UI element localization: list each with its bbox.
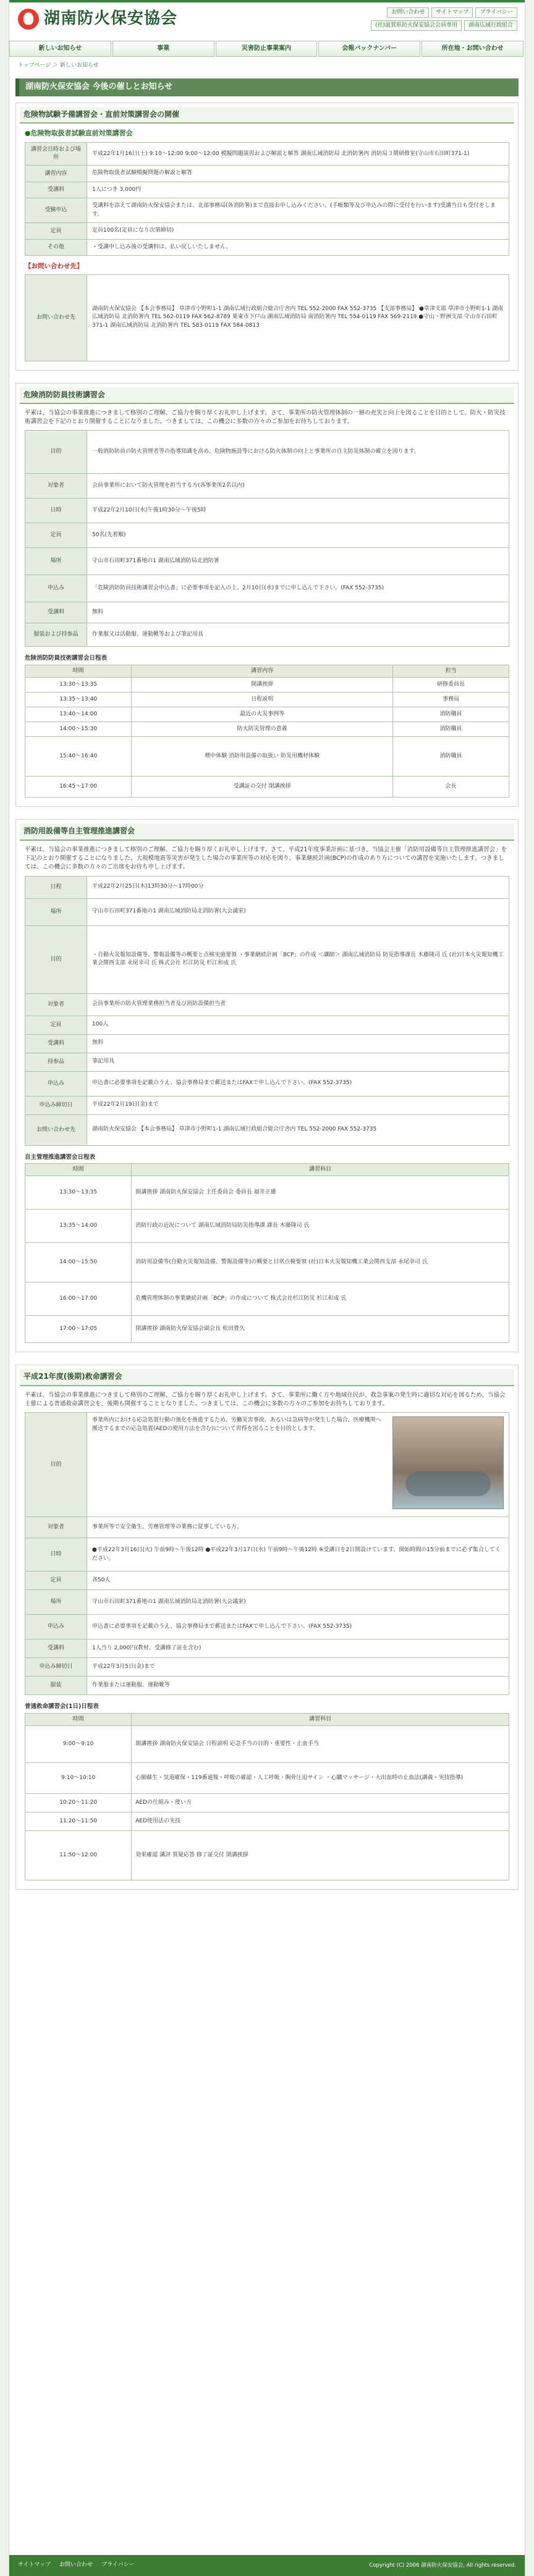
row-value: 一般消防防員の防火管理者等の指導知識を高め、危険物施設等における防火体制の向上と事業所の自主防災体制の確立を図ります。 [87, 431, 509, 474]
row-header: 場所 [25, 898, 87, 925]
global-nav [9, 41, 525, 57]
table-row [25, 1538, 509, 1572]
table-row [25, 737, 509, 777]
row-value: 受講料を添えて湖南防火保安協会または、北部事務局(各消防署)まで直接お申し込みください。(手帳類等及び申込みの際に受付を行います)受講当日も受付をします。 [87, 198, 509, 223]
cell: 11:50〜12:00 [25, 1831, 132, 1880]
row-header: 服装および持参品 [25, 623, 87, 647]
table-row [25, 239, 509, 256]
row-value: 湖南防火保安協会 【本会事務局】 草津市小野町1-1 湖南広域行政組合総合庁舎内 TEL 552-2000 FAX 552-3735 [87, 1114, 509, 1145]
col-header: 講習科目 [132, 1714, 509, 1726]
row-value: 申込書に必要事項を記載のうえ、協会事務局まで郵送またはFAXで申し込んで下さい。(FAX 552-3735) [87, 1071, 509, 1096]
nav-news[interactable]: 新しいお知らせ [9, 41, 111, 57]
footer-link-sitemap[interactable]: サイトマップ [18, 2562, 51, 2569]
cell: 13:40〜14:00 [25, 707, 132, 722]
table-row [25, 166, 509, 182]
table-row [25, 1677, 509, 1695]
row-value: 申込書に必要事項を記載のうえ、協会事務局まで郵送またはFAXで申し込んで下さい。(FAX 552-3735) [87, 1615, 509, 1639]
cell: 16:45〜17:00 [25, 777, 132, 798]
table-row [25, 274, 509, 361]
nav-access[interactable]: 所在地・お問い合わせ [422, 41, 523, 57]
table-row [25, 143, 509, 166]
row-value: 無料 [87, 1034, 509, 1053]
row-value: 100人 [87, 1016, 509, 1034]
col-header: 講習内容 [132, 665, 393, 678]
col-header: 時間 [25, 1164, 132, 1176]
contact-heading: 【お問い合わせ先】 [25, 263, 83, 271]
row-value: ●平成22年3月16日(火) 午前9時〜午後12時 ●平成22年3月17日(水) 午前9時〜午後12時 ※受講日を2日間設けています。開始時間の15分前までに必ず集合してください。 [87, 1538, 509, 1572]
site-name: 湖南防火保安協会 [44, 9, 178, 28]
table-row [25, 602, 509, 623]
row-header: 受講料 [25, 1034, 87, 1053]
table-row [25, 431, 509, 474]
row-value: 平成22年2月19日(金)まで [87, 1096, 509, 1114]
training-photo [392, 1416, 504, 1509]
row-header: 定員 [25, 1572, 87, 1590]
col-header: 講習科目 [132, 1164, 509, 1176]
row-header: 場所 [25, 548, 87, 575]
section-lead: 平素は、当協会の事業推進につきまして格別のご理解、ご協力を賜り厚くお礼申し上げます。さて、平成21年度事業計画に基づき、当協会主催「消防用設備等自主管理推進講習会」を下記のとおり開催することになりました。大規模地震等災害が発生した場合の事業所等の対応を図り、事業継続計画(BCP)の作成のあり方についての講習を実施いたします。つきましては、この機会に多数の方々のご出席をお待ち申し上げます。 [25, 846, 507, 871]
row-header: 受講料 [25, 182, 87, 198]
col-header: 担当 [393, 665, 509, 678]
table-row [25, 575, 509, 602]
breadcrumb-current: 新しいお知らせ [59, 62, 99, 69]
schedule-title: 危険消防防員技術講習会日程表 [25, 655, 108, 662]
table-row [25, 707, 509, 722]
breadcrumb [9, 57, 525, 75]
row-value: 定員100名(定員になり次第締切) [87, 223, 509, 240]
cell: 研修委員長 [393, 678, 509, 692]
cell: 防火防災管理の意義 [132, 722, 393, 737]
row-value: 平成22年3月5日(金)まで [87, 1658, 509, 1677]
contact-value: 湖南防火保安協会 【本会事務局】 草津市小野町1-1 湖南広域行政組合総合庁舎内 TEL 552-2000 FAX 552-3735 【支部事務局】 ●草津支部 草津市小野町1-1 湖南広域消防局 北消防署内 TEL 562-0119 FAX 562-8789 栗東市下戸山 湖南広域消防局 南消防署内 TEL 554-0119 FAX 569-2119 ●守山・野洲支部 守山市石田町371-1 湖南広域消防局 北消防署内 TEL 583-0119 FAX 584-0813 [87, 274, 509, 361]
row-value: 「危険消防防員技術講習会申込書」に必要事項を記入の上、2月10日(水)までに申し込んで下さい。(FAX 552-3735) [87, 575, 509, 602]
table-row [25, 1639, 509, 1658]
footer-link-privacy[interactable]: プライバシー [101, 2562, 135, 2569]
schedule-table [25, 1713, 509, 1880]
row-value: 1人につき 3,000円 [87, 182, 509, 198]
section-title: 消防用設備等自主管理推進講習会 [20, 823, 514, 840]
table-row [25, 1176, 509, 1210]
row-header: 申込み締切日 [25, 1658, 87, 1677]
table-row [25, 1615, 509, 1639]
schedule-title: 普通救命講習会(1日)日程表 [25, 1703, 99, 1711]
page-title: 湖南防火保安協会 今後の催しとお知らせ [15, 78, 519, 96]
schedule-header-row [25, 1714, 509, 1726]
table-row [25, 1590, 509, 1615]
row-header: 対象者 [25, 474, 87, 499]
cell: 15:40〜16:40 [25, 737, 132, 777]
contact-table [25, 274, 509, 361]
row-header: 対象者 [25, 1517, 87, 1538]
header-link-regional[interactable]: 湖南広域行政組合 [464, 20, 517, 31]
cell: 消防職員 [393, 737, 509, 777]
row-header: お問い合わせ先 [25, 274, 87, 361]
col-header: 時間 [25, 1714, 132, 1726]
table-row [25, 1096, 509, 1114]
nav-business[interactable]: 事業 [112, 41, 214, 57]
cell: 開講挨拶 湖南防火保安協会 主任委員会 委員長 福井正雄 [132, 1176, 509, 1210]
section-title: 平成21年度(後期)救命講習会 [20, 1369, 514, 1386]
row-header: 受講料 [25, 602, 87, 623]
cell: 13:30〜13:35 [25, 678, 132, 692]
section-title: 危険物試験予備講習会・直前対策講習会の開催 [20, 107, 514, 124]
section-equipment-course [15, 819, 519, 1352]
cell: 消防職員 [393, 707, 509, 722]
row-header: 目的 [25, 925, 87, 993]
table-row [25, 523, 509, 548]
row-value: 平成22年2月10日(水)午後1時30分〜午後5時 [87, 499, 509, 523]
row-value: ・受講申し込み後の受講料は、払い戻しいたしません。 [87, 239, 509, 256]
table-row [25, 1572, 509, 1590]
row-value: 平成22年1月16日(土) 9:10〜12:00 9:00〜12:00 模擬問題演習および解説と解答 湖南広域消防局 北消防署内 消防局３階研修室(守山市石田町371-1) [87, 143, 509, 166]
cell: 事務局 [393, 692, 509, 707]
section-lead: 平素は、当協会の事業推進につきまして格別のご理解、ご協力を賜り厚くお礼申し上げます。さて、事業所の防火管理体制の一層の充実と向上を図ることを目的として、防火・防災技術講習会を下記のとおり開催することになりました。つきましては、この機会に多数の方々のご参加をお待ちしております。 [25, 409, 506, 426]
row-header: 申込み締切日 [25, 1096, 87, 1114]
table-row [25, 993, 509, 1016]
cell: 開講挨拶 [132, 678, 393, 692]
header-link-contact[interactable]: お問い合わせ [387, 7, 429, 18]
row-value: 平成22年2月25日(木)13時30分〜17時00分 [87, 876, 509, 898]
col-header: 時間 [25, 665, 132, 678]
header-link-members[interactable]: (社)滋賀県防火保安協会会員専用 [371, 20, 462, 31]
cell: 消防職員 [393, 722, 509, 737]
cell: 最近の火災事例等 [132, 707, 393, 722]
table-row [25, 474, 509, 499]
row-value: 筆記用具 [87, 1053, 509, 1071]
row-header: 日程 [25, 876, 87, 898]
row-value: ・自動火災報知設備等、警報設備等の概要と点検実施要領 ・事業継続計画「BCP」の作成 ＜講師＞ 湖南広域消防局 防災指導課長 木藤隆司 氏 (社)日本火災報知機工業会関西支部 永尾幸司 氏 株式会社 杉江防災 杉江和成 氏 [87, 925, 509, 993]
cell: 17:00〜17:05 [25, 1316, 132, 1343]
cell: 11:20〜11:50 [25, 1812, 132, 1831]
table-row [25, 1210, 509, 1243]
table-row [25, 1658, 509, 1677]
cell: 煙中体験 消防用設備の取扱い 防災用機材体験 [132, 737, 393, 777]
row-text: 事業所内における応急処置行動の強化を推進するため、労働災害事故、あるいは急病等が発生した場合、医療機関へ搬送するまでの応急処置(AEDの使用方法を含む)について習得を図ることを目的とします。 [92, 1417, 381, 1432]
row-value: 守山市石田町371番地の1 湖南広域消防局北消防署 [87, 548, 509, 575]
info-table [25, 142, 509, 256]
footer-link-contact[interactable]: お問い合わせ [59, 2562, 93, 2569]
table-row [25, 1517, 509, 1538]
table-row [25, 777, 509, 798]
header-link-privacy[interactable]: プライバシー [475, 7, 517, 18]
row-header: その他 [25, 239, 87, 256]
table-row [25, 1053, 509, 1071]
row-header: 日時 [25, 1538, 87, 1572]
logo-flame-icon [18, 9, 39, 30]
cell: 効果確認 講評 質疑応答 修了証交付 閉講挨拶 [132, 1831, 509, 1880]
row-value: 事業所等で安全衛生、労務管理等の業務に従事している方。 [87, 1517, 509, 1538]
info-table [25, 430, 509, 647]
table-row [25, 1243, 509, 1282]
schedule-title: 自主管理推進講習会日程表 [25, 1153, 96, 1161]
table-row [25, 1114, 509, 1145]
section-subtitle: ●危険物取扱者試験直前対策講習会 [25, 129, 133, 138]
cell: 開講挨拶 湖南防火保安協会 日程説明 応急手当の目的・重要性・止血手当 [132, 1726, 509, 1763]
nav-bulletin[interactable]: 会報バックナンバー [318, 41, 420, 57]
cell: 会長 [393, 777, 509, 798]
table-row [25, 623, 509, 647]
section-lead: 平素は、当協会の事業推進につきまして格別のご理解、ご協力を賜り厚くお礼申し上げます。さて、事業所に働く方や地域住民が、救急事案の発生時に適切な対応を図るため、当協会主催による普通救命講習会を、後期も開催することとなりました。つきましては、この機会に多数の方々のご参加をお待ちしております。 [25, 1391, 506, 1408]
cell: 9:10〜10:10 [25, 1763, 132, 1794]
row-value: 無料 [87, 602, 509, 623]
cell: 13:35〜13:40 [25, 692, 132, 707]
row-value: 会員事業所において防火管理を担当する方(各事業所2名以内) [87, 474, 509, 499]
section-technical-course [15, 383, 519, 807]
row-value: 1人当り 2,000円(教材、受講修了証を含む) [87, 1639, 509, 1658]
cell: 14:00〜15:50 [25, 1243, 132, 1282]
table-row [25, 182, 509, 198]
row-value: 守山市石田町371番地の1 湖南広域消防局北消防署(大会議室) [87, 898, 509, 925]
cell: 心肺蘇生・気道確保・119番通報・呼吸の確認・人工呼吸・胸骨圧迫サイン ・心臓マッサージ・大出血時の止血法(講義・実技指導) [132, 1763, 509, 1794]
table-row [25, 1812, 509, 1831]
table-row [25, 1831, 509, 1880]
row-header: 場所 [25, 1590, 87, 1615]
copyright: Copyright (C) 2006 湖南防火保安協会, All rights reserved. [369, 2562, 516, 2569]
cell: AED使用法の実技 [132, 1812, 509, 1831]
row-header: 持参品 [25, 1053, 87, 1071]
table-row [25, 198, 509, 223]
row-header: 対象者 [25, 993, 87, 1016]
table-row [25, 1316, 509, 1343]
cell: 13:35〜14:00 [25, 1210, 132, 1243]
row-value: 会員事業所の防火管理業務担当者及び消防設備担当者 [87, 993, 509, 1016]
row-header: 定員 [25, 523, 87, 548]
content-wrapper [9, 0, 525, 2576]
info-table [25, 876, 509, 1146]
row-header: 受験申込 [25, 198, 87, 223]
row-value [87, 1413, 509, 1517]
row-value: 各50人 [87, 1572, 509, 1590]
cell: AEDの仕組み・使い方 [132, 1794, 509, 1812]
table-row [25, 898, 509, 925]
row-header: 申込み [25, 1071, 87, 1096]
cell: 消防行政の近況について 湖南広域消防局防災指導課 課長 木藤隆司 氏 [132, 1210, 509, 1243]
section-hazmat-course [15, 103, 519, 371]
info-table [25, 1412, 509, 1695]
row-value: 作業服または運動服、運動靴等 [87, 1677, 509, 1695]
row-header: 定員 [25, 1016, 87, 1034]
table-row [25, 499, 509, 523]
row-header: 目的 [25, 431, 87, 474]
row-header: お問い合わせ先 [25, 1114, 87, 1145]
schedule-table [25, 665, 509, 798]
table-row [25, 1034, 509, 1053]
section-title: 危険消防防員技術講習会 [20, 387, 514, 404]
table-row [25, 1763, 509, 1794]
header-link-sitemap[interactable]: サイトマップ [431, 7, 473, 18]
table-row [25, 1413, 509, 1517]
table-row [25, 1071, 509, 1096]
breadcrumb-sep: ＞ [53, 62, 60, 69]
cell: 危機管理体制の事業継続計画「BCP」の作成について 株式会社杉江防災 杉江和成 氏 [132, 1282, 509, 1316]
table-row [25, 925, 509, 993]
cell: 受講証の交付 閉講挨拶 [132, 777, 393, 798]
row-value: 守山市石田町371番地の1 湖南広域消防局北消防署(大会議室) [87, 1590, 509, 1615]
row-value: 危険物取扱者試験模擬問題の解説と解答 [87, 166, 509, 182]
table-row [25, 223, 509, 240]
cell: 消防用設備等(自動火災報知設備、警報設備等)の概要と日常点検要領 (社)日本火災報知機工業会関西支部 永尾幸司 氏 [132, 1243, 509, 1282]
header-links [313, 7, 517, 31]
row-header: 申込み [25, 1615, 87, 1639]
table-row [25, 1282, 509, 1316]
site-header [9, 0, 525, 38]
nav-disaster-prevention[interactable]: 災害防止事業案内 [216, 41, 318, 57]
cell: 14:00〜15:30 [25, 722, 132, 737]
row-header: 講習会日時および場所 [25, 143, 87, 166]
table-row [25, 1794, 509, 1812]
table-row [25, 722, 509, 737]
row-header: 日時 [25, 499, 87, 523]
schedule-table [25, 1163, 509, 1343]
row-value: 作業服又は活動服、運動靴等および筆記用具 [87, 623, 509, 647]
breadcrumb-home[interactable]: トップページ [18, 62, 51, 69]
cell: 13:30〜13:35 [25, 1176, 132, 1210]
table-row [25, 678, 509, 692]
row-value: 50名(先着順) [87, 523, 509, 548]
table-row [25, 692, 509, 707]
table-row [25, 876, 509, 898]
cell: 9:00〜9:10 [25, 1726, 132, 1763]
cell: 10:20〜11:20 [25, 1794, 132, 1812]
row-header: 申込み [25, 575, 87, 602]
section-lifesaving-course [15, 1365, 519, 1890]
table-row [25, 1726, 509, 1763]
row-header: 定員 [25, 223, 87, 240]
site-footer [9, 2555, 525, 2576]
cell: 16:00〜17:00 [25, 1282, 132, 1316]
cell: 閉講挨拶 湖南防火保安協会副会長 松田豊久 [132, 1316, 509, 1343]
schedule-header-row [25, 1164, 509, 1176]
cell: 日程説明 [132, 692, 393, 707]
row-header: 講習内容 [25, 166, 87, 182]
row-header: 服装 [25, 1677, 87, 1695]
table-row [25, 1016, 509, 1034]
row-header: 目的 [25, 1413, 87, 1517]
table-row [25, 548, 509, 575]
schedule-header-row [25, 665, 509, 678]
row-header: 受講料 [25, 1639, 87, 1658]
